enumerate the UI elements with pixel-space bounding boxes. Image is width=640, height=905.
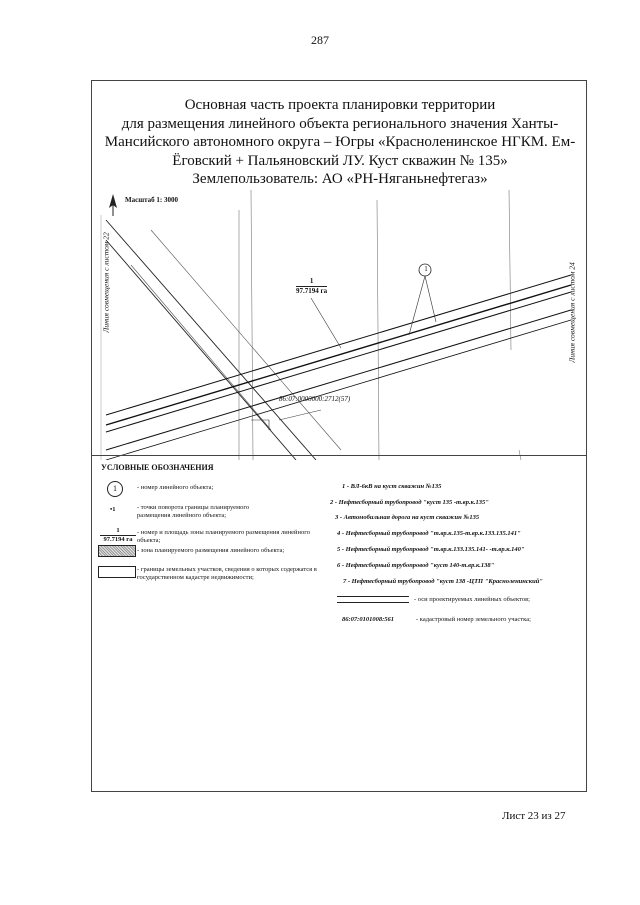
legend-zone-symbol — [100, 527, 136, 544]
legend-item-4-text: - зона планируемого размещения линейного объекта; — [137, 547, 285, 554]
map-drawing — [91, 80, 587, 460]
match-line-left: Линия совмещения с листом 22 — [101, 232, 111, 333]
cadastral-number-label: 86:07:0000000:2712(57) — [279, 395, 351, 403]
match-line-right: Линия совмещения с листом 24 — [567, 262, 577, 363]
object-item-1: 1 - ВЛ-6кВ на куст скважин №135 — [342, 483, 442, 490]
map-scale: Масштаб 1: 3000 — [125, 196, 178, 204]
legend-cadastral-text: - кадастровый номер земельного участка; — [416, 616, 531, 623]
zone-label — [296, 277, 327, 296]
object-item-3: 3 - Автомобильная дорога на куст скважин №135 — [335, 514, 480, 521]
legend-zone-area: 97.7194 га — [100, 535, 136, 544]
title-line-3: Мансийского автономного округа – Югры «Красноленинское НГКМ. Ем- — [104, 134, 576, 150]
object-item-5: 5 - Нефтесборный трубопровод "т.вр.к.133.135.141- -т.вр.к.140" — [337, 546, 525, 553]
page-number: 287 — [311, 33, 329, 47]
legend-item-5-text: - границы земельных участков, сведения о которых содержатся в государственном кадастре недвижимости; — [137, 566, 317, 581]
title-line-4: Ёговский + Пальяновский ЛУ. Куст скважин № 135» — [172, 152, 508, 169]
legend-item-3-text: - номер и площадь зоны планируемого размещения линейного объекта; — [137, 529, 311, 544]
legend-axis-text: - оси проектируемых линейных объектов; — [414, 596, 530, 603]
legend-cadastral-example: 86:07:0101008:561 — [342, 616, 394, 623]
title-line-1: Основная часть проекта планировки территории — [184, 97, 496, 113]
legend-item-2-text: - точки поворота границы планируемого размещения линейного объекта; — [137, 504, 250, 519]
legend-zone-fill-icon — [98, 545, 136, 557]
title-line-2: для размещения линейного объекта регионального значения Ханты- — [121, 115, 559, 132]
zone-area: 97.7194 га — [296, 287, 328, 295]
legend-title: УСЛОВНЫЕ ОБОЗНАЧЕНИЯ — [101, 463, 214, 472]
legend-item-1-text: - номер линейного объекта; — [137, 484, 214, 491]
legend-parcel-boundary-icon — [98, 566, 136, 578]
zone-number: 1 — [309, 277, 314, 285]
object-item-4: 4 - Нефтесборный трубопровод "т.вр.к.135-т.вр.к.133.135.141" — [337, 530, 521, 537]
legend-divider — [91, 455, 587, 456]
legend-zone-number: 1 — [116, 527, 120, 534]
object-item-6: 6 - Нефтесборный трубопровод "куст 140-т.вр.к.138" — [337, 562, 495, 569]
legend-object-circle-icon: 1 — [107, 481, 123, 497]
object-item-2: 2 - Нефтесборный трубопровод "куст 135 -т.вр.к.135" — [330, 499, 489, 506]
legend-point-symbol: •1 — [110, 506, 116, 513]
legend-axis-line-icon — [337, 596, 409, 603]
sheet-number: Лист 23 из 27 — [502, 810, 566, 822]
object-item-7: 7 - Нефтесборный трубопровод "куст 138 -ЦТП "Красноленинский" — [343, 578, 543, 585]
object-marker-label: 1 — [424, 265, 428, 273]
title-line-5: Землепользователь: АО «РН-Няганьнефтегаз» — [192, 171, 488, 187]
